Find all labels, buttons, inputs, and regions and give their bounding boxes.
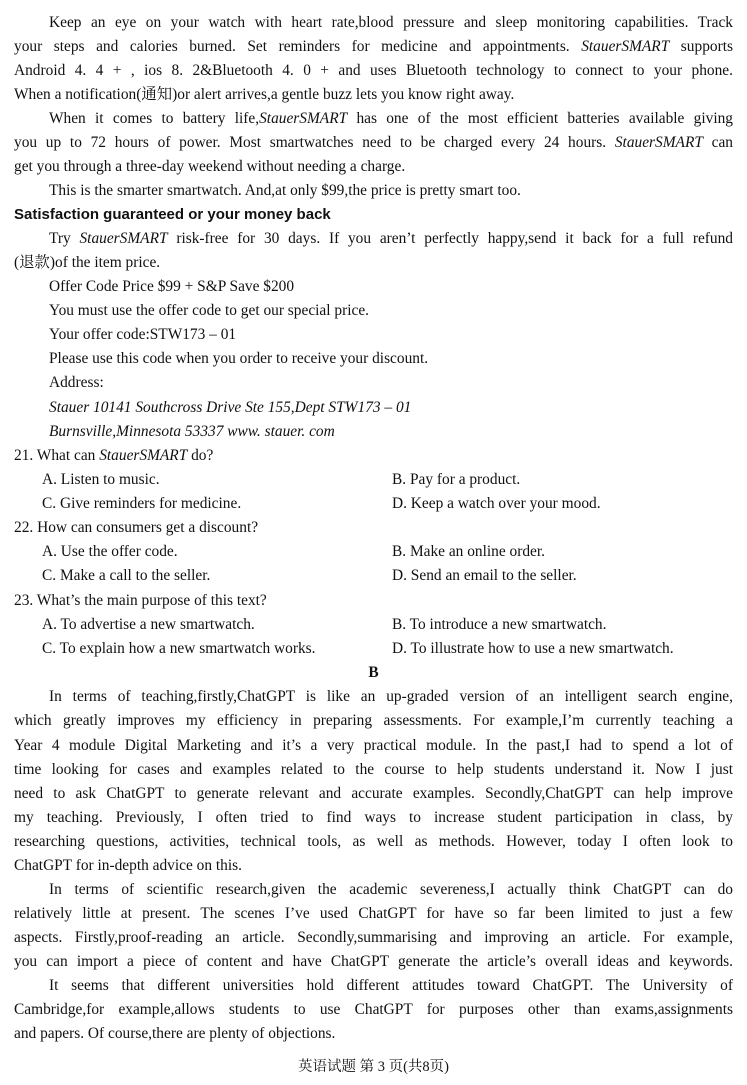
- passage-text: your steps and calories burned. Set reminders for medicine and appointments.: [14, 38, 570, 55]
- option-a: A. Listen to music.: [42, 471, 160, 488]
- option-d: D. To illustrate how to use a new smartwatch.: [392, 640, 674, 657]
- passage-line: and papers. Of course,there are plenty of objections.: [14, 1025, 336, 1042]
- passage-text: has one of the most efficient batteries available giving: [347, 110, 733, 127]
- passage-line: Cambridge,for example,allows students to use ChatGPT for purposes other than exams,assignments: [14, 1001, 733, 1018]
- question-21: [14, 444, 213, 468]
- option-b: B. To introduce a new smartwatch.: [392, 616, 607, 633]
- passage-text: Try: [49, 230, 80, 247]
- offer-line: Please use this code when you order to receive your discount.: [49, 350, 429, 367]
- passage-line: researching questions, activities, technical tools, as well as methods. However, today I often look to: [14, 833, 733, 850]
- offer-line: Offer Code Price $99 + S&P Save $200: [49, 278, 295, 295]
- passage-line: Android 4. 4 + , ios 8. 2&Bluetooth 4. 0 + and uses Bluetooth technology to connect to your phone.: [14, 62, 733, 79]
- option-b: B. Pay for a product.: [392, 471, 521, 488]
- passage-text: you up to 72 hours of power. Most smartwatches need to be charged every 24 hours.: [14, 134, 607, 151]
- option-a: A. To advertise a new smartwatch.: [42, 616, 255, 633]
- option-c: C. Make a call to the seller.: [42, 567, 211, 584]
- passage-line: It seems that different universities hold different attitudes toward ChatGPT. The University of: [49, 977, 733, 994]
- offer-line: Your offer code:STW173 – 01: [49, 326, 237, 343]
- passage-line: ChatGPT for in-depth advice on this.: [14, 857, 242, 874]
- passage-line: my teaching. Previously, I often tried to find ways to increase student participation in class, by: [14, 809, 733, 826]
- passage-text: can: [702, 134, 733, 151]
- option-b: B. Make an online order.: [392, 543, 546, 560]
- offer-line: Address:: [49, 374, 104, 391]
- brand-name: StauerSMART: [614, 134, 703, 151]
- option-c: C. Give reminders for medicine.: [42, 495, 242, 512]
- passage-line: Year 4 module Digital Marketing and it’s a very practical module. In the past,I had to spend a lot of: [14, 737, 733, 754]
- brand-name: StauerSMART: [99, 447, 188, 464]
- passage-text: supports: [669, 38, 733, 55]
- option-d: D. Keep a watch over your mood.: [392, 495, 601, 512]
- question-23: 23. What’s the main purpose of this text?: [14, 592, 267, 609]
- section-heading: Satisfaction guaranteed or your money back: [14, 206, 331, 223]
- passage-line: Keep an eye on your watch with heart rate,blood pressure and sleep monitoring capabilities. Track: [49, 14, 733, 31]
- passage-line: [14, 131, 733, 155]
- page-footer: 英语试题 第 3 页(共8页): [297, 1059, 450, 1075]
- passage-line: which greatly improves my efficiency in preparing assessments. For example,I’m currently teaching a: [14, 712, 733, 729]
- passage-line: In terms of teaching,firstly,ChatGPT is like an up-graded version of an intelligent search engine,: [49, 688, 733, 705]
- passage-line: aspects. Firstly,proof-reading an article. Secondly,summarising and improving an article. For example,: [14, 929, 733, 946]
- passage-line: In terms of scientific research,given the academic severeness,I actually think ChatGPT can do: [49, 881, 733, 898]
- option-d: D. Send an email to the seller.: [392, 567, 577, 584]
- option-c: C. To explain how a new smartwatch works.: [42, 640, 316, 657]
- passage-line: need to ask ChatGPT to generate relevant and accurate examples. Secondly,ChatGPT can help improve: [14, 785, 733, 802]
- passage-line: relatively little at present. The scenes I’ve used ChatGPT for have so far been limited to just a few: [14, 905, 733, 922]
- passage-line: [49, 107, 733, 131]
- section-b-label: B: [368, 664, 379, 681]
- brand-name: StauerSMART: [259, 110, 348, 127]
- question-text: 21. What can: [14, 447, 100, 464]
- passage-line: This is the smarter smartwatch. And,at only $99,the price is pretty smart too.: [49, 182, 521, 199]
- passage-line: (退款)of the item price.: [14, 254, 161, 271]
- passage-line: get you through a three-day weekend without needing a charge.: [14, 158, 406, 175]
- option-a: A. Use the offer code.: [42, 543, 178, 560]
- passage-line: you can import a piece of content and have ChatGPT generate the article’s overall ideas and keywords.: [14, 953, 733, 970]
- passage-text: When it comes to battery life,: [49, 110, 260, 127]
- brand-name: StauerSMART: [79, 230, 168, 247]
- question-22: 22. How can consumers get a discount?: [14, 519, 259, 536]
- passage-text: risk-free for 30 days. If you aren’t perfectly happy,send it back for a full refund: [167, 230, 733, 247]
- passage-line: time looking for cases and examples related to the course to help students understand it. Now I just: [14, 761, 733, 778]
- passage-line: [49, 227, 733, 251]
- question-text: do?: [187, 447, 214, 464]
- offer-line: You must use the offer code to get our special price.: [49, 302, 369, 319]
- address-line: Stauer 10141 Southcross Drive Ste 155,Dept STW173 – 01: [49, 399, 412, 416]
- address-line: Burnsville,Minnesota 53337 www. stauer. com: [49, 423, 335, 440]
- passage-line: When a notification(通知)or alert arrives,a gentle buzz lets you know right away.: [14, 86, 515, 103]
- brand-name: StauerSMART: [581, 38, 670, 55]
- passage-line: [14, 35, 733, 59]
